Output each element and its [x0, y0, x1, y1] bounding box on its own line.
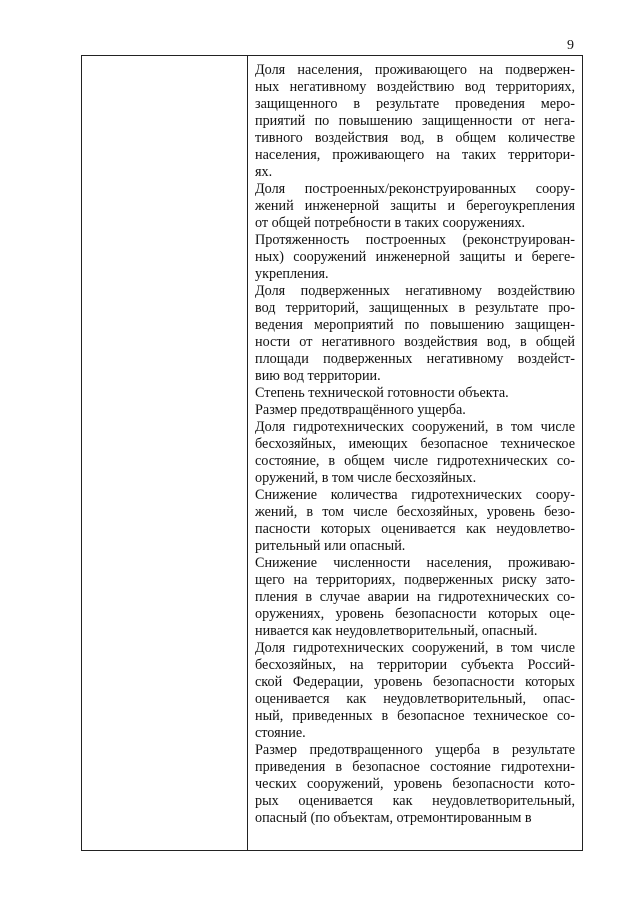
text-line: Степень технической готовности объекта.	[255, 385, 509, 401]
text-line: тивного воздействия вод, в общем количестве	[255, 130, 575, 146]
text-line: щего на территориях, подверженных риску зато-	[255, 572, 575, 588]
text-line: ный, приведенных в безопасное техническое со-	[255, 708, 575, 724]
text-line: приятий по повышению защищенности от нега-	[255, 113, 575, 129]
text-line: оценивается как неудовлетворительный, опас-	[255, 691, 575, 707]
table-left-cell	[82, 56, 247, 850]
text-line: Доля подверженных негативному воздействию	[255, 283, 575, 299]
text-line: рых оценивается как неудовлетворительный,	[255, 793, 575, 809]
text-line: ческих сооружений, уровень безопасности кото-	[255, 776, 575, 792]
indicator-paragraph	[255, 62, 575, 181]
text-line: площади подверженных негативному воздейст-	[255, 351, 575, 367]
text-line: Снижение количества гидротехнических соору-	[255, 487, 575, 503]
text-line: ных) сооружений инженерной защиты и береге-	[255, 249, 575, 265]
text-line: приведения в безопасное состояние гидротехни-	[255, 759, 575, 775]
text-line: вод территорий, защищенных в результате про-	[255, 300, 575, 316]
column-divider	[247, 56, 248, 850]
text-line: Доля гидротехнических сооружений, в том числе	[255, 419, 575, 435]
text-line: пасности которых оценивается как неудовлетво-	[255, 521, 575, 537]
text-line: жений, в том числе бесхозяйных, уровень безо-	[255, 504, 575, 520]
text-line: рительный или опасный.	[255, 538, 406, 554]
text-line: оружениях, уровень безопасности которых оце-	[255, 606, 575, 622]
text-line: Доля гидротехнических сооружений, в том числе	[255, 640, 575, 656]
indicator-paragraph	[255, 742, 575, 827]
text-line: ности от негативного воздействия вод, в общей	[255, 334, 575, 350]
text-line: ской Федерации, уровень безопасности которых	[255, 674, 575, 690]
text-line: нивается как неудовлетворительный, опасный.	[255, 623, 538, 639]
indicator-paragraph	[255, 419, 575, 487]
text-line: бесхозяйных, на территории субъекта Россий-	[255, 657, 575, 673]
indicator-paragraph	[255, 385, 575, 402]
indicator-paragraph	[255, 181, 575, 232]
text-line: ведения мероприятий по повышению защищен-	[255, 317, 575, 333]
indicator-paragraph	[255, 283, 575, 385]
indicator-paragraph	[255, 555, 575, 640]
text-line: от общей потребности в таких сооружениях.	[255, 215, 526, 231]
indicator-paragraph	[255, 487, 575, 555]
text-line: защищенного в результате проведения меро-	[255, 96, 575, 112]
text-line: населения, проживающего на таких территори-	[255, 147, 575, 163]
text-line: пления в случае аварии на гидротехнических со-	[255, 589, 575, 605]
text-line: Размер предотвращенного ущерба в результате	[255, 742, 575, 758]
text-line: ях.	[255, 164, 273, 180]
text-line: Снижение численности населения, проживаю-	[255, 555, 575, 571]
indicator-paragraph	[255, 402, 575, 419]
text-line: опасный (по объектам, отремонтированным в	[255, 810, 532, 826]
text-line: жений инженерной защиты и берегоукрепления	[255, 198, 575, 214]
text-line: оружений, в том числе бесхозяйных.	[255, 470, 477, 486]
indicators-table	[81, 55, 583, 851]
text-line: вию вод территории.	[255, 368, 381, 384]
text-line: укрепления.	[255, 266, 329, 282]
text-line: Доля построенных/реконструированных соору-	[255, 181, 575, 197]
indicator-paragraph	[255, 640, 575, 742]
text-line: Протяженность построенных (реконструирован-	[255, 232, 575, 248]
text-line: бесхозяйных, имеющих безопасное техническое	[255, 436, 575, 452]
page-number: 9	[567, 38, 574, 53]
text-line: стояние.	[255, 725, 306, 741]
text-line: ных негативному воздействию вод территориях,	[255, 79, 575, 95]
table-right-cell	[255, 62, 575, 827]
text-line: состояние, в общем числе гидротехнических со-	[255, 453, 575, 469]
indicator-paragraph	[255, 232, 575, 283]
text-line: Доля населения, проживающего на подвержен-	[255, 62, 575, 78]
text-line: Размер предотвращённого ущерба.	[255, 402, 466, 418]
